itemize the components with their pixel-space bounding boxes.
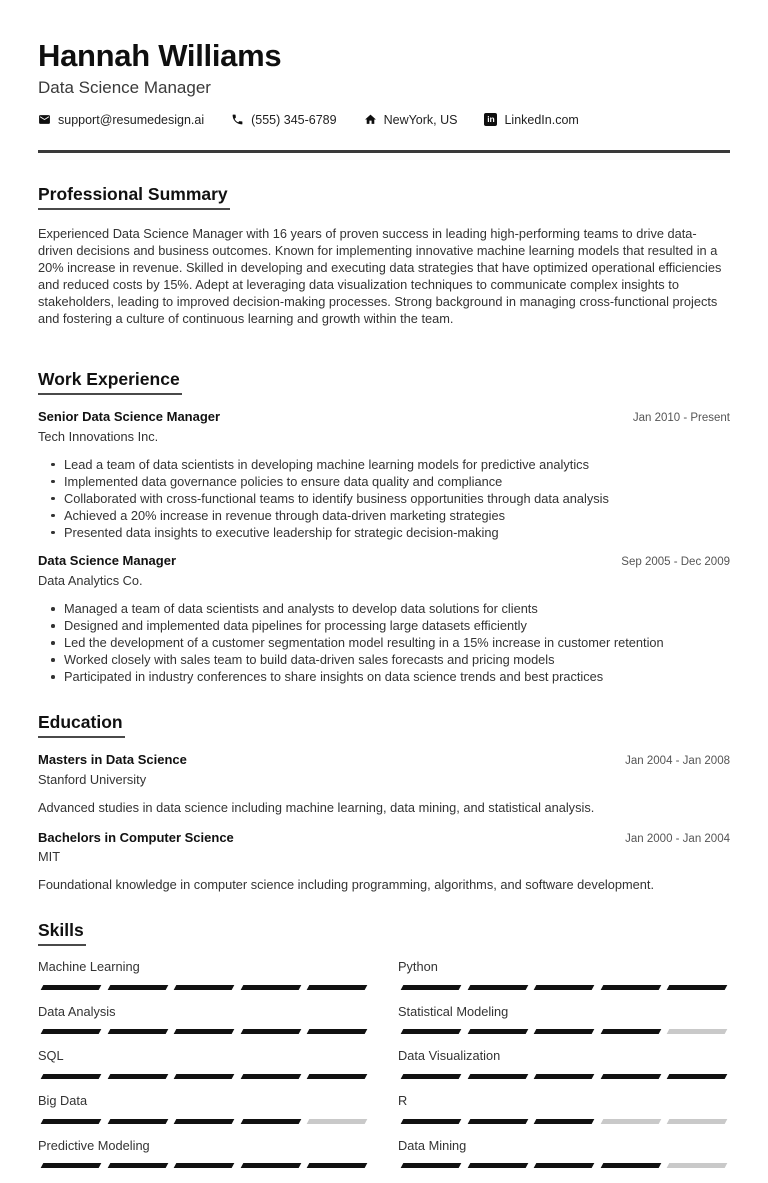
education-header xyxy=(38,831,730,846)
skill-bar-segment xyxy=(307,1074,367,1079)
skill-name: SQL xyxy=(38,1048,64,1064)
skill-bar-segment xyxy=(174,1163,234,1168)
skill-bar-segment xyxy=(41,1029,101,1034)
skill-bar-segment xyxy=(41,985,101,990)
skill-level-bar xyxy=(398,1163,730,1168)
skill-bar-segment xyxy=(240,1119,300,1124)
skill-item xyxy=(398,1139,730,1169)
skill-bar-segment xyxy=(667,1119,727,1124)
skill-item xyxy=(38,1005,370,1035)
job-dates: Sep 2005 - Dec 2009 xyxy=(621,555,730,568)
skill-bar-segment xyxy=(667,1029,727,1034)
job-bullet-list xyxy=(38,600,730,685)
skill-bar-segment xyxy=(174,1119,234,1124)
skill-bar-segment xyxy=(534,1074,594,1079)
contact-phone-text: (555) 345-6789 xyxy=(251,112,337,127)
education-description: Advanced studies in data science including machine learning, data mining, and statistical analysis. xyxy=(38,799,595,815)
skill-item xyxy=(38,1139,370,1169)
job-bullet: Collaborated with cross-functional teams to identify business opportunities through data analysis xyxy=(64,490,730,507)
skill-level-bar xyxy=(38,1074,370,1079)
skill-bar-segment xyxy=(240,1163,300,1168)
section-professional-summary xyxy=(38,184,730,327)
job-header xyxy=(38,554,730,569)
skill-name: R xyxy=(398,1092,408,1108)
skill-bar-segment xyxy=(600,1029,660,1034)
job-entry xyxy=(38,554,730,685)
job-bullet: Implemented data governance policies to ensure data quality and compliance xyxy=(64,473,730,490)
skill-bar-segment xyxy=(667,985,727,990)
skill-bar-segment xyxy=(240,985,300,990)
section-work-experience xyxy=(38,369,730,686)
job-bullet: Presented data insights to executive leadership for strategic decision-making xyxy=(64,524,730,541)
section-heading-skills: Skills xyxy=(38,920,86,946)
skill-item xyxy=(38,960,370,990)
skill-bar-segment xyxy=(467,1119,527,1124)
skill-bar-segment xyxy=(467,1163,527,1168)
skill-name: Machine Learning xyxy=(38,958,140,974)
education-entry xyxy=(38,831,730,893)
job-bullet: Designed and implemented data pipelines for processing large datasets efficiently xyxy=(64,617,730,634)
education-dates: Jan 2004 - Jan 2008 xyxy=(625,755,730,768)
contact-email-text: support@resumedesign.ai xyxy=(58,112,205,127)
skill-bar-segment xyxy=(41,1119,101,1124)
skill-bar-segment xyxy=(307,985,367,990)
skill-item xyxy=(398,1005,730,1035)
contact-email xyxy=(38,113,204,127)
skill-name: Statistical Modeling xyxy=(398,1003,509,1019)
skill-name: Data Mining xyxy=(398,1137,467,1153)
skill-bar-segment xyxy=(107,985,167,990)
skill-bar-segment xyxy=(401,1119,461,1124)
job-bullet: Led the development of a customer segmentation model resulting in a 15% increase in customer retention xyxy=(64,634,730,651)
skill-level-bar xyxy=(38,1119,370,1124)
skill-bar-segment xyxy=(41,1074,101,1079)
contact-location-text: NewYork, US xyxy=(383,112,458,127)
skill-bar-segment xyxy=(600,1163,660,1168)
contact-linkedin xyxy=(484,113,578,127)
education-dates: Jan 2000 - Jan 2004 xyxy=(625,832,730,845)
skill-bar-segment xyxy=(600,1074,660,1079)
skill-level-bar xyxy=(398,1074,730,1079)
job-bullet-list xyxy=(38,456,730,541)
education-entry xyxy=(38,753,730,815)
linkedin-icon: in xyxy=(484,113,497,126)
skill-bar-segment xyxy=(107,1074,167,1079)
skill-name: Big Data xyxy=(38,1092,88,1108)
job-company: Data Analytics Co. xyxy=(38,572,143,588)
skill-bar-segment xyxy=(401,1163,461,1168)
job-bullet: Worked closely with sales team to build data-driven sales forecasts and pricing models xyxy=(64,651,730,668)
skill-bar-segment xyxy=(667,1074,727,1079)
skill-level-bar xyxy=(38,985,370,990)
header-divider xyxy=(38,150,730,153)
skills-grid xyxy=(38,960,730,1183)
skill-bar-segment xyxy=(41,1163,101,1168)
skill-bar-segment xyxy=(240,1029,300,1034)
resume-header xyxy=(38,40,730,153)
job-title: Data Science Manager xyxy=(38,552,177,568)
job-title: Senior Data Science Manager xyxy=(38,408,221,424)
skill-bar-segment xyxy=(667,1163,727,1168)
section-heading-work: Work Experience xyxy=(38,369,182,395)
skill-bar-segment xyxy=(307,1163,367,1168)
skill-level-bar xyxy=(38,1163,370,1168)
job-dates: Jan 2010 - Present xyxy=(632,411,730,424)
education-school: Stanford University xyxy=(38,772,147,788)
skill-bar-segment xyxy=(401,985,461,990)
skill-bar-segment xyxy=(174,1074,234,1079)
skill-item xyxy=(38,1049,370,1079)
skill-bar-segment xyxy=(534,1119,594,1124)
skill-bar-segment xyxy=(174,985,234,990)
job-company: Tech Innovations Inc. xyxy=(38,428,159,444)
skill-bar-segment xyxy=(107,1119,167,1124)
skill-item xyxy=(398,1094,730,1124)
skill-bar-segment xyxy=(534,1163,594,1168)
email-icon xyxy=(38,113,51,126)
skill-item xyxy=(398,960,730,990)
skill-level-bar xyxy=(398,1029,730,1034)
summary-paragraph: Experienced Data Science Manager with 16 years of proven success in leading high-performing teams to drive data-driven decisions and business outcomes. Known for implementing innovative machine learning models that resulted in a 20% increase in revenue. Skilled in developing and executing data strategies that have optimized operational efficiencies and reduced costs by 15%. Adept at leveraging data visualization techniques to communicate complex insights to stakeholders, leading to improved decision-making processes. Strong background in managing cross-functional projects and fostering a culture of continuous learning and growth within the team. xyxy=(38,225,722,326)
skill-bar-segment xyxy=(401,1029,461,1034)
skill-bar-segment xyxy=(467,985,527,990)
job-entry xyxy=(38,410,730,541)
education-degree: Masters in Data Science xyxy=(38,752,187,768)
education-description: Foundational knowledge in computer science including programming, algorithms, and software development. xyxy=(38,876,655,892)
skill-bar-segment xyxy=(534,1029,594,1034)
skill-item xyxy=(398,1049,730,1079)
skill-name: Predictive Modeling xyxy=(38,1137,150,1153)
person-job-title: Data Science Manager xyxy=(38,78,211,97)
skill-bar-segment xyxy=(107,1029,167,1034)
section-heading-education: Education xyxy=(38,712,125,738)
contact-linkedin-text: LinkedIn.com xyxy=(504,112,579,127)
skill-bar-segment xyxy=(600,985,660,990)
skill-bar-segment xyxy=(600,1119,660,1124)
skill-bar-segment xyxy=(307,1029,367,1034)
section-skills xyxy=(38,920,730,1183)
person-name: Hannah Williams xyxy=(38,38,282,73)
skill-level-bar xyxy=(398,985,730,990)
skill-bar-segment xyxy=(240,1074,300,1079)
job-bullet: Lead a team of data scientists in developing machine learning models for predictive analytics xyxy=(64,456,730,473)
section-heading-summary: Professional Summary xyxy=(38,184,230,210)
skill-level-bar xyxy=(38,1029,370,1034)
skill-name: Data Visualization xyxy=(398,1048,501,1064)
section-education xyxy=(38,712,730,893)
skill-bar-segment xyxy=(401,1074,461,1079)
home-icon xyxy=(364,113,377,126)
contact-location xyxy=(364,113,458,127)
skill-bar-segment xyxy=(467,1029,527,1034)
job-bullet: Managed a team of data scientists and analysts to develop data solutions for clients xyxy=(64,600,730,617)
phone-icon xyxy=(231,113,244,126)
skill-bar-segment xyxy=(307,1119,367,1124)
job-header xyxy=(38,410,730,425)
education-school: MIT xyxy=(38,849,61,865)
job-bullet: Participated in industry conferences to share insights on data science trends and best practices xyxy=(64,668,730,685)
skill-bar-segment xyxy=(534,985,594,990)
skill-level-bar xyxy=(398,1119,730,1124)
job-bullet: Achieved a 20% increase in revenue through data-driven marketing strategies xyxy=(64,507,730,524)
skill-name: Python xyxy=(398,958,438,974)
contact-row xyxy=(38,113,730,127)
education-degree: Bachelors in Computer Science xyxy=(38,829,234,845)
education-header xyxy=(38,753,730,768)
skill-bar-segment xyxy=(107,1163,167,1168)
skill-bar-segment xyxy=(467,1074,527,1079)
skill-bar-segment xyxy=(174,1029,234,1034)
contact-phone xyxy=(231,113,336,127)
skill-item xyxy=(38,1094,370,1124)
skill-name: Data Analysis xyxy=(38,1003,116,1019)
